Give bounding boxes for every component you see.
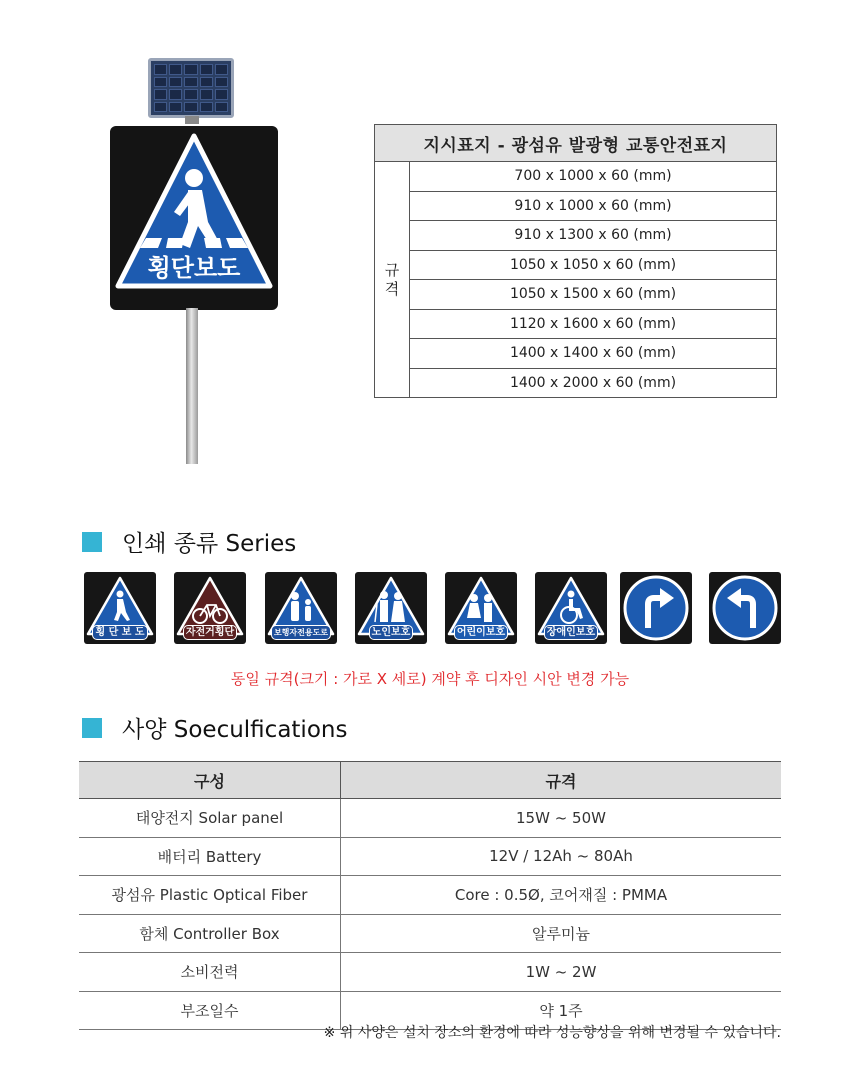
- series-sign-label: 자전거횡단: [183, 625, 237, 640]
- table-row: [79, 799, 781, 838]
- size-spec-table: [374, 124, 777, 398]
- series-sign-crosswalk: [84, 572, 156, 644]
- spec-component-cell: 부조일수: [79, 991, 341, 1030]
- series-sign-left-turn: [709, 572, 781, 644]
- series-sign-label: 보행자전용도로: [271, 625, 331, 640]
- table-row: [79, 837, 781, 876]
- spec-header-component: 구성: [79, 762, 341, 799]
- spec-value-cell: Core : 0.5Ø, 코어재질 : PMMA: [341, 876, 782, 915]
- spec-component-cell: 함체 Controller Box: [79, 914, 341, 953]
- series-sign-label: 어린이보호: [454, 625, 508, 640]
- spec-section-header: [82, 711, 347, 744]
- spec-section-title: 사양 Soeculfications: [122, 717, 348, 743]
- spec-header-spec: 규격: [341, 762, 782, 799]
- size-spec-title: 지시표지 - 광섬유 발광형 교통안전표지: [375, 125, 777, 162]
- series-section-header: [82, 525, 296, 558]
- size-spec-group-label: 규 격: [375, 162, 410, 398]
- size-spec-row: 700 x 1000 x 60 (mm): [410, 162, 777, 192]
- series-sign-disabled: [535, 572, 607, 644]
- crosswalk-sign-image: [110, 126, 278, 310]
- sign-text: 횡단보도: [147, 254, 241, 282]
- spec-value-cell: 약 1주: [341, 991, 782, 1030]
- spec-value-cell: 15W ~ 50W: [341, 799, 782, 838]
- left-turn-arrow-icon: [709, 572, 781, 644]
- spec-table: [79, 761, 781, 1030]
- table-row: [79, 953, 781, 992]
- panel-bracket: [185, 116, 199, 124]
- size-spec-row: 1050 x 1050 x 60 (mm): [410, 250, 777, 280]
- product-illustration: [110, 58, 278, 468]
- table-row: [79, 876, 781, 915]
- spec-value-cell: 1W ~ 2W: [341, 953, 782, 992]
- size-spec-row: 910 x 1000 x 60 (mm): [410, 191, 777, 221]
- series-sign-elderly: [355, 572, 427, 644]
- sign-pole: [186, 308, 198, 464]
- spec-component-cell: 소비전력: [79, 953, 341, 992]
- series-sign-label: 장애인보호: [544, 625, 598, 640]
- series-sign-label: 노인보호: [369, 625, 414, 640]
- spec-value-cell: 알루미늄: [341, 914, 782, 953]
- series-sign-children: [445, 572, 517, 644]
- series-section-title: 인쇄 종류 Series: [122, 531, 297, 557]
- series-sign-label: 횡 단 보 도: [92, 625, 147, 640]
- spec-value-cell: 12V / 12Ah ~ 80Ah: [341, 837, 782, 876]
- spec-component-cell: 광섬유 Plastic Optical Fiber: [79, 876, 341, 915]
- design-change-notice: 동일 규격(크기 : 가로 X 세로) 계약 후 디자인 시안 변경 가능: [230, 670, 630, 688]
- series-sign-right-turn: [620, 572, 692, 644]
- pedestrian-crossing-icon: [110, 126, 278, 310]
- series-sign-bicycle: [174, 572, 246, 644]
- size-spec-row: 1400 x 2000 x 60 (mm): [410, 368, 777, 398]
- size-spec-row: 910 x 1300 x 60 (mm): [410, 221, 777, 251]
- spec-component-cell: 배터리 Battery: [79, 837, 341, 876]
- size-spec-row: 1050 x 1500 x 60 (mm): [410, 280, 777, 310]
- spec-component-cell: 태양전지 Solar panel: [79, 799, 341, 838]
- size-spec-row: 1120 x 1600 x 60 (mm): [410, 309, 777, 339]
- table-row: [79, 914, 781, 953]
- series-signs: [84, 572, 784, 644]
- series-sign-pedestrian-road: [265, 572, 337, 644]
- right-turn-arrow-icon: [620, 572, 692, 644]
- section-marker-icon: [82, 718, 102, 738]
- solar-panel-image: [148, 58, 234, 118]
- footnote: ※ 위 사양은 설치 장소의 환경에 따라 성능향상을 위해 변경될 수 있습니다.: [323, 1025, 781, 1041]
- size-spec-row: 1400 x 1400 x 60 (mm): [410, 339, 777, 369]
- section-marker-icon: [82, 532, 102, 552]
